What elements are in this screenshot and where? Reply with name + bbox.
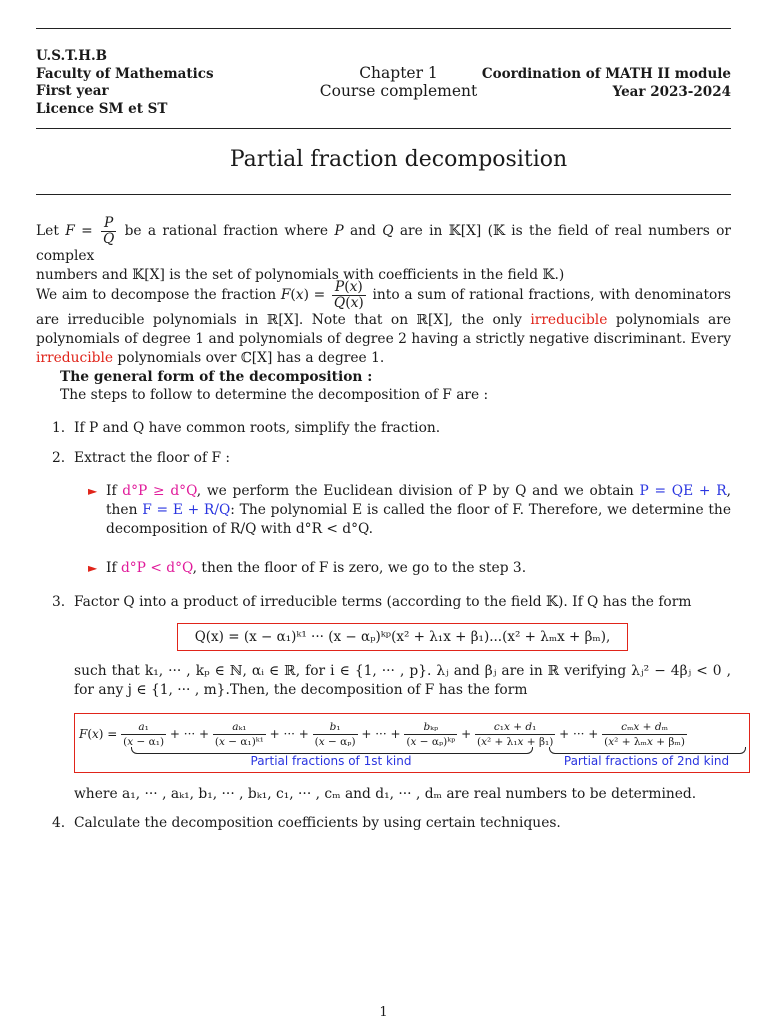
licence-name: Licence SM et ST xyxy=(36,100,168,117)
text: are in 𝕂[X] (𝕂 is the field of real numbers or complex xyxy=(36,223,732,264)
condition: d°P < d°Q xyxy=(120,560,193,576)
steps-intro: The steps to follow to determine the decomposition of F are : xyxy=(60,387,489,403)
step-text: Calculate the decomposition coefficients by using certain techniques. xyxy=(74,815,561,831)
text: If xyxy=(106,483,123,499)
general-form-heading xyxy=(60,368,731,387)
header-rule xyxy=(36,128,731,129)
text: , then the floor of F is zero, we go to the step 3. xyxy=(192,560,527,576)
page-number: 1 xyxy=(379,1005,388,1020)
highlight-irreducible: irreducible xyxy=(36,350,114,366)
text: be a rational fraction where xyxy=(124,223,335,239)
year-level: First year xyxy=(36,83,109,99)
step-number: 2. xyxy=(52,450,66,466)
case-text xyxy=(106,482,731,539)
title-rule xyxy=(36,194,731,195)
text: irreducible polynomials in ℝ[X]. Note that on ℝ[X], the only xyxy=(67,312,531,328)
text: , we perform the Euclidean division of P by Q and we obtain xyxy=(196,483,640,499)
text: : The polynomial E is called the floor of F. Therefore, we determine the decomposition of R/Q with d°R < d°Q. xyxy=(106,502,731,537)
fraction-p-over-q: $\frac{P}{Q}$ xyxy=(102,215,115,247)
text: polynomials are polynomials of degree 1 and polynomials of degree 2 having a strictly negative discriminant. Every xyxy=(36,312,731,347)
header-right xyxy=(482,66,731,101)
triangle-bullet-icon: ► xyxy=(88,484,98,498)
step-text: Extract the floor of F : xyxy=(74,450,231,466)
intro-paragraph-2: We aim to decompose the fraction F(x) = $\frac{P(x)}{Q(x)}$ into a sum of rational fractions, with denominators are irreducible polynomials in ℝ[X]. Note that on ℝ[X], the only irreducible polynomials are polynomials of degree 1 and polynomials of degree 2 having a strictly negative discriminant. Every irreducible polynomials over ℂ[X] has a degree 1. xyxy=(36,279,731,366)
text: Let xyxy=(36,223,66,239)
equation: F = E + R/Q xyxy=(142,502,231,518)
brace-1st-kind xyxy=(131,747,533,754)
decomposition-formula-box xyxy=(74,713,750,773)
text: If xyxy=(106,560,121,576)
faculty-name: Faculty of Mathematics xyxy=(36,65,214,82)
fraction-px-over-qx: $\frac{P(x)}{Q(x)}$ xyxy=(333,279,364,311)
heading-text: The general form of the decomposition : xyxy=(60,369,373,385)
document-page xyxy=(36,0,731,1024)
university-name: U.S.T.H.B xyxy=(36,48,108,64)
text: We aim to decompose the fraction xyxy=(36,287,281,303)
text: numbers and 𝕂[X] is the set of polynomials with coefficients in the field 𝕂.) xyxy=(36,267,565,283)
step-number: 4. xyxy=(52,815,66,831)
step-text: If P and Q have common roots, simplify the fraction. xyxy=(74,420,441,436)
triangle-bullet-icon: ► xyxy=(88,561,98,575)
text: , xyxy=(726,483,731,499)
case-text xyxy=(106,559,731,578)
brace-2nd-kind xyxy=(549,747,746,754)
course-label: Course complement xyxy=(319,82,478,100)
decomposition-formula: F(x) = $\frac{\text{a₁}}{\text{(x − α₁)}}$ + ··· + $\frac{\text{aₖ₁}}{\text{(x − α₁)ᵏ¹}}$ + ··· + $\frac{\text{b₁}}{\text{(x − αₚ)}}$ + ··· + $\frac{\text{bₖₚ}}{\text{(x − αₚ)ᵏᵖ}}$ + $\frac{\text{c₁x + d₁}}{\text{(x² + λ₁x + β₁)}}$ + ··· + $\frac{\text{cₘx + dₘ}}{\text{(x² + λₘx + βₘ)}}$ xyxy=(79,721,685,748)
step-number: 1. xyxy=(52,420,66,436)
module-coordination: Coordination of MATH II module xyxy=(481,66,731,82)
highlight-irreducible: irreducible xyxy=(530,312,608,328)
text: and xyxy=(343,223,383,239)
academic-year: Year 2023-2024 xyxy=(612,83,731,100)
text: then xyxy=(106,502,143,518)
chapter-label: Chapter 1 xyxy=(359,64,438,82)
step-text: such that k₁, ··· , kₚ ∈ ℕ, αᵢ ∈ ℝ, for i ∈ {1, ··· , p}. λⱼ and βⱼ are in ℝ verifying λⱼ² − 4βⱼ < 0 , for any j ∈ {1, ··· , m}.Then, the decomposition of F has the form xyxy=(74,663,731,698)
text: into a sum of rational fractions, with denominators are xyxy=(36,287,731,328)
equation: P = QE + R xyxy=(639,483,727,499)
step-text: where a₁, ··· , aₖ₁, b₁, ··· , bₖ₁, c₁, ··· , cₘ and d₁, ··· , dₘ are real numbers to be determined. xyxy=(74,786,697,802)
step-text: Factor Q into a product of irreducible terms (according to the field 𝕂). If Q has the form xyxy=(74,594,692,610)
step-number: 3. xyxy=(52,594,66,610)
label-1st-kind: Partial fractions of 1st kind xyxy=(250,754,412,768)
intro-paragraph-1: Let F = $\frac{P}{Q}$ be a rational fraction where P and Q are in 𝕂[X] (𝕂 is the field of real numbers or complex numbers and 𝕂[X] is the set of polynomials with coefficients in the field 𝕂.) xyxy=(36,215,732,283)
label-2nd-kind: Partial fractions of 2nd kind xyxy=(563,754,730,768)
page-title: Partial fraction decomposition xyxy=(229,147,568,172)
q-factorization-box: Q(x) = (x − α₁)ᵏ¹ ··· (x − αₚ)ᵏᵖ(x² + λ₁x + β₁)...(x² + λₘx + βₘ), xyxy=(177,623,628,651)
text: polynomials over ℂ[X] has a degree 1. xyxy=(113,350,385,366)
condition: d°P ≥ d°Q xyxy=(122,483,197,499)
top-rule xyxy=(36,28,731,29)
